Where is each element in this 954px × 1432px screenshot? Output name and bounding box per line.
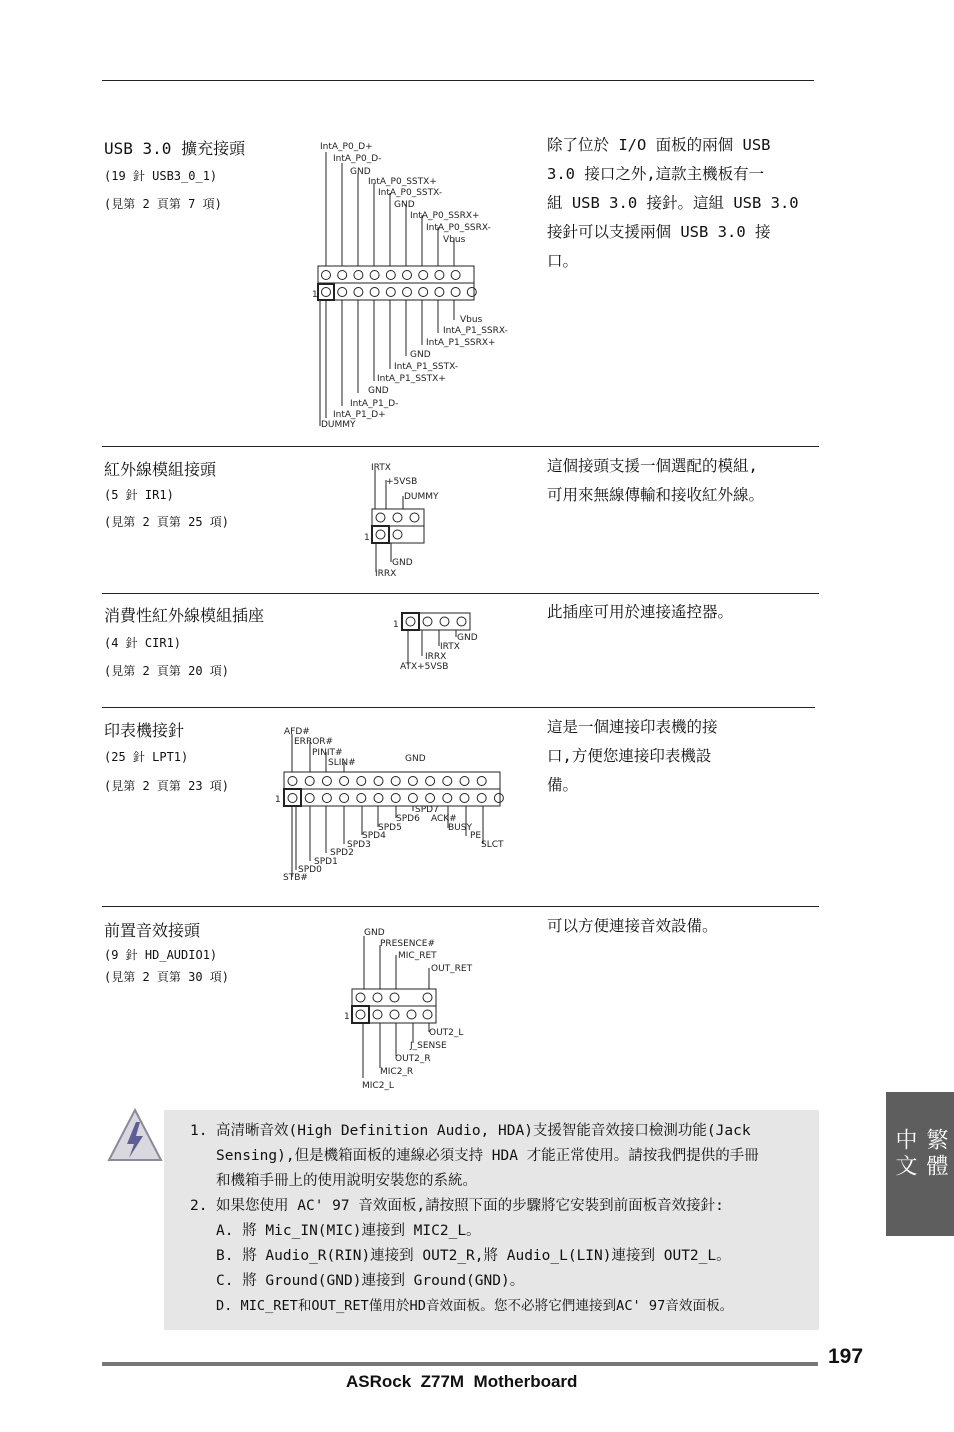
lpt-description: 這是一個連接印表機的接 口,方便您連接印表機設 備。 bbox=[547, 718, 718, 794]
ir-label: +5VSB bbox=[386, 477, 418, 487]
footer-rule bbox=[102, 1362, 818, 1366]
cir-ref: (見第 2 頁第 20 項) bbox=[104, 664, 230, 678]
header-pin bbox=[374, 794, 383, 803]
usb3-header-title: USB 3.0 擴充接頭 bbox=[104, 139, 246, 158]
usb3-label: IntA_P1_SSRX- bbox=[443, 326, 508, 336]
usb3-label: GND bbox=[368, 386, 389, 396]
header-pin bbox=[305, 777, 314, 786]
note-line: 如果您使用 AC' 97 音效面板,請按照下面的步驟將它安裝到前面板音效接針: bbox=[216, 1198, 724, 1214]
header-pin bbox=[370, 271, 379, 280]
lpt-label: SPD5 bbox=[378, 823, 402, 833]
audio-label: MIC_RET bbox=[398, 951, 437, 961]
header-pin bbox=[477, 794, 486, 803]
usb3-label: IntA_P1_SSRX+ bbox=[426, 338, 496, 348]
header-pin bbox=[451, 271, 460, 280]
note-line: 高清晰音效(High Definition Audio, HDA)支援智能音效接口檢測功能(Jack bbox=[216, 1123, 751, 1139]
header-pin bbox=[477, 777, 486, 786]
note-step: B. 將 Audio_R(RIN)連接到 OUT2_R,將 Audio_L(LIN)連接到 OUT2_L。 bbox=[216, 1248, 731, 1264]
lpt-label: PE bbox=[470, 831, 482, 841]
audio-label: GND bbox=[364, 928, 385, 938]
cir-label: GND bbox=[457, 633, 478, 643]
note-step: D. MIC_RET和OUT_RET僅用於HD音效面板。您不必將它們連接到AC' 97音效面板。 bbox=[216, 1298, 734, 1314]
usb3-pin-diagram bbox=[300, 136, 530, 436]
lpt-label: SPD3 bbox=[347, 840, 371, 850]
cir-pin-count: (4 針 CIR1) bbox=[104, 636, 182, 650]
header-pin bbox=[403, 271, 412, 280]
note-step: A. 將 Mic_IN(MIC)連接到 MIC2_L。 bbox=[216, 1223, 481, 1239]
header-pin bbox=[443, 777, 452, 786]
language-tab bbox=[886, 1092, 954, 1236]
audio-label: PRESENCE# bbox=[380, 939, 436, 949]
header-pin bbox=[435, 271, 444, 280]
audio-header-title: 前置音效接頭 bbox=[104, 921, 201, 940]
usb3-label: IntA_P1_D+ bbox=[333, 410, 386, 420]
usb3-label: IntA_P0_SSTX- bbox=[378, 188, 443, 198]
lpt-label: SPD2 bbox=[330, 848, 354, 858]
ir-ref: (見第 2 頁第 25 項) bbox=[104, 515, 230, 529]
audio-label: OUT2_L bbox=[429, 1028, 464, 1038]
ir-header-title: 紅外線模組接頭 bbox=[104, 460, 217, 479]
lpt-label: GND bbox=[405, 754, 426, 764]
header-pin bbox=[374, 777, 383, 786]
section-divider bbox=[102, 707, 815, 708]
pin1-marker: 1 bbox=[312, 290, 318, 300]
pin1-marker: 1 bbox=[393, 620, 399, 630]
usb3-label: DUMMY bbox=[321, 420, 356, 430]
lpt-label: SPD4 bbox=[362, 831, 386, 841]
audio-pin-count: (9 針 HD_AUDIO1) bbox=[104, 948, 218, 962]
cir-header-title: 消費性紅外線模組插座 bbox=[104, 606, 265, 625]
lpt-label: ACK# bbox=[431, 814, 457, 824]
ir-label: IRRX bbox=[375, 569, 397, 579]
header-pin bbox=[460, 794, 469, 803]
header-pin bbox=[288, 794, 297, 803]
header-pin bbox=[340, 794, 349, 803]
usb3-label: GND bbox=[410, 350, 431, 360]
note-line: 和機箱手冊上的使用說明安裝您的系統。 bbox=[216, 1173, 477, 1189]
lpt-label: SPD7 bbox=[415, 805, 439, 815]
header-pin bbox=[322, 271, 331, 280]
audio-description: 可以方便連接音效設備。 bbox=[547, 917, 718, 935]
header-pin bbox=[460, 777, 469, 786]
usb3-label: IntA_P0_D- bbox=[333, 154, 382, 164]
cir-label: IRRX bbox=[425, 652, 447, 662]
header-pin bbox=[391, 777, 400, 786]
section-divider bbox=[102, 906, 819, 907]
pin1-marker: 1 bbox=[364, 533, 370, 543]
note-step: C. 將 Ground(GND)連接到 Ground(GND)。 bbox=[216, 1273, 525, 1289]
header-pin bbox=[322, 288, 331, 297]
cir-label: ATX+5VSB bbox=[400, 662, 449, 672]
cir-description: 此插座可用於連接遙控器。 bbox=[547, 603, 734, 621]
usb3-description: 除了位於 I/O 面板的兩個 USB 3.0 接口之外,這款主機板有一 組 USB 3.0 接針。這組 USB 3.0 接針可以支援兩個 USB 3.0 接 口。 bbox=[547, 136, 799, 270]
pin1-marker: 1 bbox=[275, 795, 281, 805]
usb3-label: GND bbox=[394, 200, 415, 210]
header-pin bbox=[419, 271, 428, 280]
cir-pin-diagram bbox=[390, 606, 500, 676]
audio-label: MIC2_R bbox=[380, 1067, 414, 1077]
ir-pin-diagram bbox=[355, 458, 485, 582]
header-pin bbox=[370, 288, 379, 297]
lpt-label: SPD0 bbox=[298, 865, 322, 875]
usb3-label: Vbus bbox=[443, 235, 466, 245]
audio-label: MIC2_L bbox=[362, 1081, 394, 1091]
header-pin bbox=[451, 288, 460, 297]
header-pin bbox=[340, 777, 349, 786]
cir-label: IRTX bbox=[440, 642, 460, 652]
language-tab-label: 繁體中文 bbox=[892, 1128, 948, 1180]
header-pin bbox=[354, 288, 363, 297]
section-divider bbox=[102, 593, 819, 594]
header-pin bbox=[322, 794, 331, 803]
header-pin bbox=[322, 777, 331, 786]
lpt-header-title: 印表機接針 bbox=[104, 721, 185, 740]
usb3-label: IntA_P0_SSTX+ bbox=[368, 177, 437, 187]
audio-label: J_SENSE bbox=[410, 1041, 447, 1051]
usb3-pin-count: (19 針 USB3_0_1) bbox=[104, 169, 218, 183]
usb3-label: IntA_P0_SSRX- bbox=[426, 223, 491, 233]
header-pin bbox=[408, 794, 417, 803]
note-content bbox=[190, 1119, 820, 1319]
header-pin bbox=[403, 288, 412, 297]
ir-description: 這個接頭支援一個選配的模組, 可用來無線傳輸和接收紅外線。 bbox=[547, 457, 765, 504]
lpt-label: SLIN# bbox=[328, 758, 356, 768]
lpt-label: PINIT# bbox=[312, 748, 343, 758]
usb3-label: Vbus bbox=[460, 315, 483, 325]
lpt-pin-count: (25 針 LPT1) bbox=[104, 750, 189, 764]
header-pin bbox=[338, 271, 347, 280]
header-pin bbox=[408, 777, 417, 786]
usb3-label: IntA_P0_SSRX+ bbox=[410, 211, 480, 221]
header-pin bbox=[288, 777, 297, 786]
note-line: Sensing),但是機箱面板的連線必須支持 HDA 才能正常使用。請按我們提供的手冊 bbox=[216, 1148, 759, 1164]
lpt-label: AFD# bbox=[284, 727, 310, 737]
ir-pin-count: (5 針 IR1) bbox=[104, 488, 174, 502]
lpt-label: SLCT bbox=[481, 840, 504, 850]
audio-label: OUT_RET bbox=[431, 964, 473, 974]
page-number: 197 bbox=[828, 1345, 864, 1368]
header-pin bbox=[386, 288, 395, 297]
usb3-label: IntA_P1_SSTX- bbox=[394, 362, 459, 372]
lpt-label: STB# bbox=[283, 873, 308, 883]
usb3-label: GND bbox=[350, 167, 371, 177]
header-pin bbox=[426, 794, 435, 803]
header-pin bbox=[443, 794, 452, 803]
header-pin bbox=[357, 777, 366, 786]
audio-label: OUT2_R bbox=[395, 1054, 431, 1064]
header-pin bbox=[419, 288, 428, 297]
footer-product: ASRock Z77M Motherboard bbox=[346, 1372, 578, 1391]
lpt-pin-diagram bbox=[270, 720, 520, 886]
audio-pin-diagram bbox=[338, 922, 488, 1094]
header-pin bbox=[354, 271, 363, 280]
usb3-label: IntA_P1_D- bbox=[350, 399, 399, 409]
header-pin bbox=[435, 288, 444, 297]
header-pin bbox=[467, 288, 476, 297]
header-pin bbox=[494, 794, 503, 803]
header-pin bbox=[305, 794, 314, 803]
note-number: 1. bbox=[190, 1123, 208, 1139]
pin1-marker: 1 bbox=[344, 1012, 350, 1022]
header-pin bbox=[357, 794, 366, 803]
lpt-ref: (見第 2 頁第 23 項) bbox=[104, 779, 230, 793]
ir-label: IRTX bbox=[371, 463, 391, 473]
header-rule bbox=[102, 80, 814, 81]
ir-label: DUMMY bbox=[404, 492, 439, 502]
lpt-label: ERROR# bbox=[294, 737, 334, 747]
ir-label: GND bbox=[392, 558, 413, 568]
header-pin bbox=[338, 288, 347, 297]
usb3-ref: (見第 2 頁第 7 項) bbox=[104, 197, 222, 211]
usb3-label: IntA_P0_D+ bbox=[320, 142, 373, 152]
audio-ref: (見第 2 頁第 30 項) bbox=[104, 970, 230, 984]
lpt-label: BUSY bbox=[448, 823, 472, 833]
caution-icon bbox=[105, 1104, 165, 1166]
note-number: 2. bbox=[190, 1198, 208, 1214]
usb3-label: IntA_P1_SSTX+ bbox=[377, 374, 446, 384]
lpt-label: SPD1 bbox=[314, 857, 338, 867]
header-pin bbox=[426, 777, 435, 786]
section-divider bbox=[102, 446, 819, 447]
header-pin bbox=[386, 271, 395, 280]
lpt-label: SPD6 bbox=[396, 814, 420, 824]
header-pin bbox=[391, 794, 400, 803]
